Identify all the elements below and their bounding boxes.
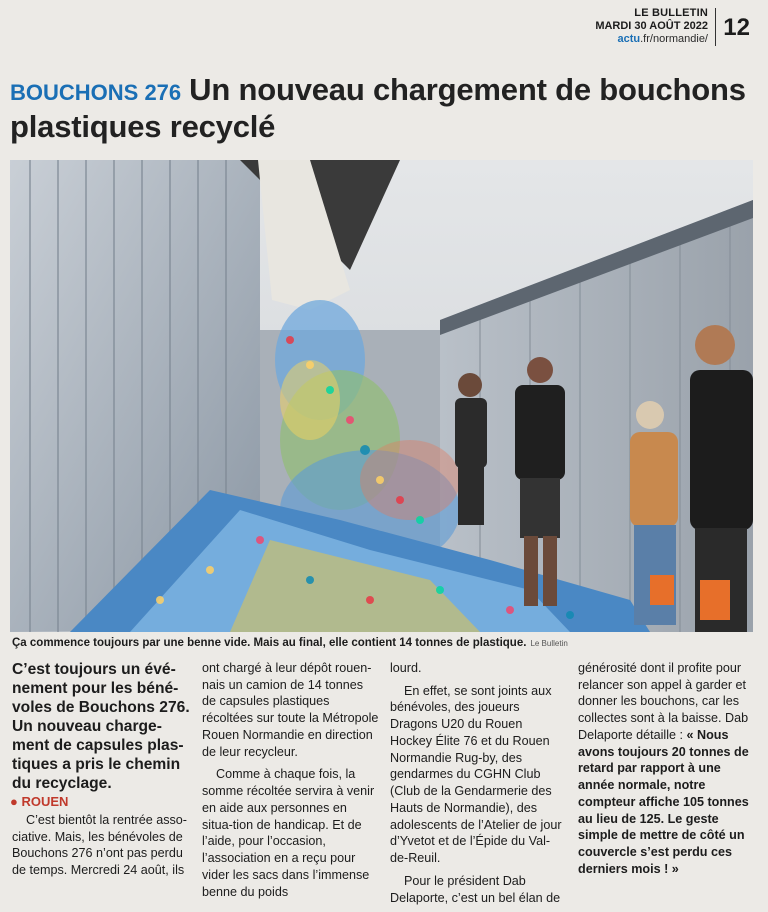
paragraph: Comme à chaque fois, la somme récoltée servira à venir en aide aux personnes en situa-tion de handicap. Et de l’aide, pour l’occasion, l’association en a reçu pour vider les sacs dans l’immense benne du poids: [202, 767, 375, 899]
location-name: ROUEN: [21, 794, 69, 809]
paragraph: C’est bientôt la rentrée asso-ciative. Mais, les bénévoles de Bouchons 276 n’ont pas perdu de temps. Mercredi 24 août, ils: [12, 813, 188, 878]
column-4: [578, 660, 754, 884]
issue-date: MARDI 30 AOÛT 2022: [595, 20, 708, 32]
website-url: [595, 34, 708, 45]
site-path: .fr/normandie/: [640, 33, 708, 45]
paragraph: Pour le président Dab Delaporte, c’est un bel élan de: [390, 873, 561, 905]
photo-credit: Le Bulletin: [530, 639, 568, 648]
dateline: [10, 794, 68, 809]
article-title: Un nouveau chargement de bouchons plastiques recyclé: [10, 72, 746, 144]
header-divider: [715, 8, 716, 46]
paragraph: lourd.: [390, 661, 422, 675]
column-3: [390, 660, 564, 912]
person-3: [630, 401, 678, 625]
paragraph: ont chargé à leur dépôt rouen-nais un camion de 14 tonnes de capsules plastiques récoltées sur toute la Métropole Rouen Normandie en direction de leur recycleur.: [202, 661, 379, 759]
photo-caption: [12, 637, 568, 649]
article-photo: [10, 160, 753, 632]
page-number: 12: [723, 14, 750, 41]
location-pin-icon: ●: [10, 794, 18, 809]
column-1: [12, 812, 194, 885]
column-2: [202, 660, 380, 906]
paragraph-text: générosité dont il profite pour relancer son appel à garder et donner les bouchons, car les collectes sont à la baisse. Dab Delaporte détaille :: [578, 661, 749, 742]
newspaper-name: LE BULLETIN: [634, 7, 708, 19]
headline: [10, 72, 750, 145]
article-kicker: BOUCHONS 276: [10, 80, 182, 105]
caption-text: Ça commence toujours par une benne vide. Mais au final, elle contient 14 tonnes de plastique.: [12, 637, 527, 649]
article-lead: C’est toujours un évé-nement pour les béné-voles de Bouchons 276. Un nouveau charge-ment de capsules plas-tiques a pris le chemin du recyclage.: [12, 661, 190, 793]
photo-truck-unloading: [10, 160, 753, 632]
paragraph: [578, 660, 754, 878]
person-4: [690, 325, 753, 632]
masthead: [595, 8, 708, 45]
site-brand: actu: [617, 33, 641, 45]
paragraph: En effet, se sont joints aux bénévoles, des joueurs Dragons U20 du Rouen Hockey Élite 76 et du Rouen Normandie Rug-by, des gendarmes du CGHN Club (Club de la Gendarmerie des Hauts de Normandie), des adolescents de l’Atelier de jour d’Yvetot et de l’Épide du Val-de-Reuil.: [390, 683, 562, 866]
president-quote: « Nous avons toujours 20 tonnes de retard par rapport à une année normale, notre compteur affiche 105 tonnes au lieu de 125. Le geste simple de mettre de côté un couvercle s’est perdu ces derniers mois ! »: [578, 727, 749, 876]
